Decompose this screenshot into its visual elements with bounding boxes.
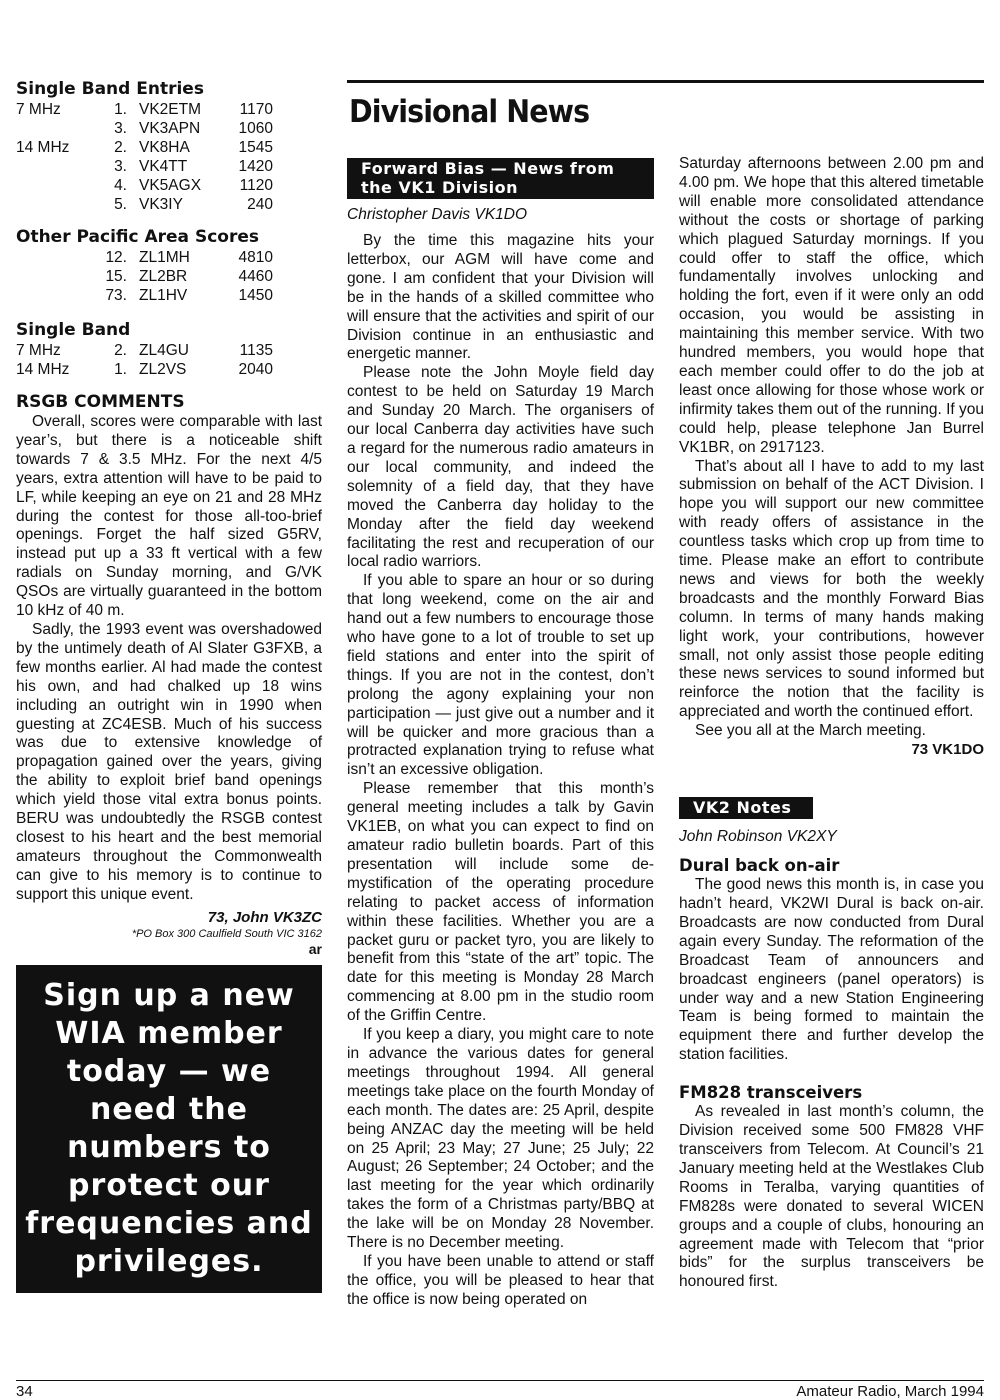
page-number: 34 xyxy=(16,1383,33,1400)
vk2-banner: VK2 Notes xyxy=(679,797,813,819)
score-rank: 5. xyxy=(114,196,127,213)
score-points: 1120 xyxy=(239,177,273,194)
score-row xyxy=(16,286,273,305)
score-band: 7 MHz xyxy=(16,101,61,118)
article-paragraph: That’s about all I have to add to my last submission on behalf of the ACT Division. I hope you will support our new committee with ready offers of assistance in the countless tasks which crop up from time to time. Please make an effort to contribute news and views for both the weekly broadcasts and the monthly Forward Bias column. In terms of many hands making light work, your contributions, however small, not only assist those people editing these news services to sound informed but reinforce the notion that the facility is appreciated and worth the continued effort. xyxy=(679,457,984,721)
score-rank: 12. xyxy=(105,249,127,266)
vk1-signature: 73 VK1DO xyxy=(911,741,984,759)
score-rank: 15. xyxy=(105,268,127,285)
score-band xyxy=(16,248,94,267)
membership-promo-text: Sign up a new WIA member today — we need the numbers to protect our frequencies and privileges. xyxy=(25,977,313,1279)
single-band-entries-table xyxy=(16,100,273,214)
score-callsign: VK8HA xyxy=(139,139,190,156)
rsgb-address: *PO Box 300 Caulfield South VIC 3162 xyxy=(131,927,322,940)
footer-rule xyxy=(16,1380,984,1381)
score-points: 240 xyxy=(247,196,273,213)
score-row xyxy=(16,195,273,214)
article-paragraph: If you keep a diary, you might care to note in advance the various dates for general meetings throughout 1994. All general meetings take place on the fourth Monday of each month. The dates are: 25 April, despite being ANZAC day the meeting will be held on 25 April; 23 May; 27 June; 25 July; 22 August; 26 September; 24 October; and the last meeting for the year which ordinarily takes the form of a Christmas party/BBQ at the lake will be on Monday 28 November. There is no December meeting. xyxy=(347,1026,654,1252)
score-band xyxy=(16,119,94,138)
rsgb-comments-heading: RSGB COMMENTS xyxy=(16,392,185,412)
right-column xyxy=(679,155,984,1292)
rsgb-paragraph: Sadly, the 1993 event was overshadowed by the untimely death of Al Slater G3FXB, a few months earlier. Al had made the contest his own, and had chalked up 18 wins including an outright win in 1990 when guesting at ZC4ESB. Much of his success was due to extensive knowledge of propagation gained over the years, giving the ability to exploit brief band openings which yield those vital extra bonus points. BERU was undoubtedly the RSGB contest closest to his heart and the best memorial amateurs throughout the Commonwealth can give to his memory is to continue to support this unique event. xyxy=(16,620,322,903)
middle-column xyxy=(347,78,654,1310)
score-rank: 73. xyxy=(105,287,127,304)
membership-promo-box xyxy=(16,965,322,1293)
score-points: 2040 xyxy=(238,361,273,378)
score-band xyxy=(16,286,94,305)
score-points: 1135 xyxy=(239,342,273,359)
dural-paragraph: The good news this month is, in case you hadn’t heard, VK2WI Dural is back on-air. Broadcasts are now conducted from Dural again every Sunday. The reformation of the Broadcast Team of announcers and broadcast engineers (panel operators) is under way and a new Station Engineering Team is being formed to maintain the equipment there and further develop the station facilities. xyxy=(679,876,984,1064)
score-callsign: ZL4GU xyxy=(139,342,189,359)
vk1-banner: Forward Bias — News from the VK1 Division xyxy=(347,158,654,199)
score-callsign: ZL2BR xyxy=(139,268,188,285)
score-row xyxy=(16,176,273,195)
single-band-table xyxy=(16,341,273,379)
score-row xyxy=(16,248,273,267)
score-rank: 3. xyxy=(114,120,127,137)
article-paragraph: If you have been unable to attend or staff the office, you will be pleased to hear that the office is now being operated on xyxy=(347,1252,654,1308)
score-row xyxy=(16,119,273,138)
article-paragraph: See you all at the March meeting. xyxy=(695,722,926,740)
vk1-byline: Christopher Davis VK1DO xyxy=(347,206,528,223)
dural-heading: Dural back on-air xyxy=(679,856,840,876)
score-band xyxy=(16,267,94,286)
score-points: 4810 xyxy=(238,249,273,266)
single-band-heading: Single Band xyxy=(16,320,131,340)
score-band: 14 MHz xyxy=(16,361,70,378)
vk1-body-part2 xyxy=(679,155,984,741)
score-callsign: VK3IY xyxy=(139,196,183,213)
article-paragraph: If you able to spare an hour or so during that long weekend, come on the air and hand out a few numbers to encourage those who have gone to a lot of trouble to set up field stations and enter into the spirit of things. If you are not in the contest, don’t prolong the agony explaining your non participation — just give out a number and it will be quicker and more gracious than a protracted explanation trying to refuse what isn’t an excessive obligation. xyxy=(347,572,654,779)
score-callsign: VK4TT xyxy=(139,158,188,175)
vk2-byline: John Robinson VK2XY xyxy=(679,828,837,846)
article-paragraph: Please remember that this month’s general meeting includes a talk by Gavin VK1EB, on what you can expect to find on amateur radio bulletin boards. Part of this presentation will include some de-mystification of the operating procedure relating to packet access of information within these facilities. Whether you are a packet guru or packet tyro, you are likely to benefit from this “state of the art” topic. The date for this meeting is Monday 28 March commencing at 8.00 pm in the studio room of the Griffin Centre. xyxy=(347,780,654,1025)
score-points: 1170 xyxy=(239,101,273,118)
vk1-body-part1 xyxy=(347,232,654,1310)
score-callsign: ZL1HV xyxy=(139,287,188,304)
score-callsign: VK3APN xyxy=(139,120,201,137)
score-rank: 2. xyxy=(114,139,127,156)
score-callsign: VK2ETM xyxy=(139,101,202,118)
single-band-entries-heading: Single Band Entries xyxy=(16,79,204,99)
other-pacific-table xyxy=(16,248,273,305)
score-row xyxy=(16,360,273,379)
article-paragraph: By the time this magazine hits your letterbox, our AGM will have come and gone. I am confident that your Division will be in the hands of a skilled committee who will ensure that the activities and spirit of our Division continue in an enthusiastic and energetic manner. xyxy=(347,232,654,363)
score-row xyxy=(16,157,273,176)
score-band xyxy=(16,157,94,176)
score-band xyxy=(16,195,94,214)
score-points: 1060 xyxy=(238,120,273,137)
fm828-heading: FM828 transceivers xyxy=(679,1083,863,1103)
score-callsign: ZL2VS xyxy=(139,361,187,378)
rsgb-signature: 73, John VK3ZC xyxy=(207,908,322,926)
score-row xyxy=(16,267,273,286)
article-paragraph: Please note the John Moyle field day contest to be held on Saturday 19 March and Sunday 20 March. The organisers of our local Canberra day activities have such a regard for the numerous radio amateurs in our local community, and indeed the solemnity of a field day, that they have moved the Canberra day holiday to the Monday after the field day weekend facilitating the rest and recuperation of our local radio warriors. xyxy=(347,364,654,571)
score-points: 4460 xyxy=(238,268,273,285)
score-band: 14 MHz xyxy=(16,139,70,156)
score-rank: 1. xyxy=(114,361,127,378)
publication-line: Amateur Radio, March 1994 xyxy=(796,1383,984,1400)
score-rank: 3. xyxy=(114,158,127,175)
score-row xyxy=(16,100,273,119)
end-mark: ar xyxy=(308,940,322,957)
score-points: 1545 xyxy=(238,139,273,156)
article-paragraph: Saturday afternoons between 2.00 pm and 4.00 pm. We hope that this altered timetable will enable more consolidated attendance without the costs or shortage of parking which plagued Saturday mornings. If you could offer to staff the office, which fundamentally involves unlocking and holding the fort, even if it were only an odd occasion, you would be assisting in maintaining this member service. With two hundred members, you would hope that each member could offer to do the job at least once allowing for those whose work or infirmity takes them out of the running. If you could help, please telephone Jan Burrel VK1BR, on 2917123. xyxy=(679,155,984,456)
score-band xyxy=(16,176,94,195)
score-callsign: VK5AGX xyxy=(139,177,202,194)
score-row xyxy=(16,138,273,157)
rsgb-paragraph: Overall, scores were comparable with last year’s, but there is a noticeable shift towards 7 & 3.5 MHz. For the next 4/5 years, extra attention will have to be paid to LF, while keeping an eye on 21 and 28 MHz during the contest for those all-too-brief openings. Forget the half sized G5RV, instead put up a 33 ft vertical with a few radials on Sunday morning, and G/VK QSOs are virtually guaranteed in the bottom 10 kHz of 40 m. xyxy=(16,413,322,620)
other-pacific-heading: Other Pacific Area Scores xyxy=(16,227,259,247)
score-band: 7 MHz xyxy=(16,342,61,359)
score-rank: 4. xyxy=(114,177,127,194)
divisional-news-title: Divisional News xyxy=(349,94,590,130)
fm828-paragraph: As revealed in last month’s column, the Division received some 500 FM828 VHF transceivers from Telecom. At Council’s 21 January meeting held at the Westlakes Club Rooms in Teralba, varying quantities of FM828s were donated to several WICEN groups and a couple of clubs, honouring an agreement made with Telecom that “prior bids” for the surplus transceivers be honoured first. xyxy=(679,1103,984,1291)
left-column xyxy=(16,78,322,1293)
score-row xyxy=(16,341,273,360)
score-rank: 1. xyxy=(114,101,127,118)
score-points: 1420 xyxy=(238,158,273,175)
score-points: 1450 xyxy=(238,287,273,304)
score-callsign: ZL1MH xyxy=(139,249,190,266)
score-rank: 2. xyxy=(114,342,127,359)
